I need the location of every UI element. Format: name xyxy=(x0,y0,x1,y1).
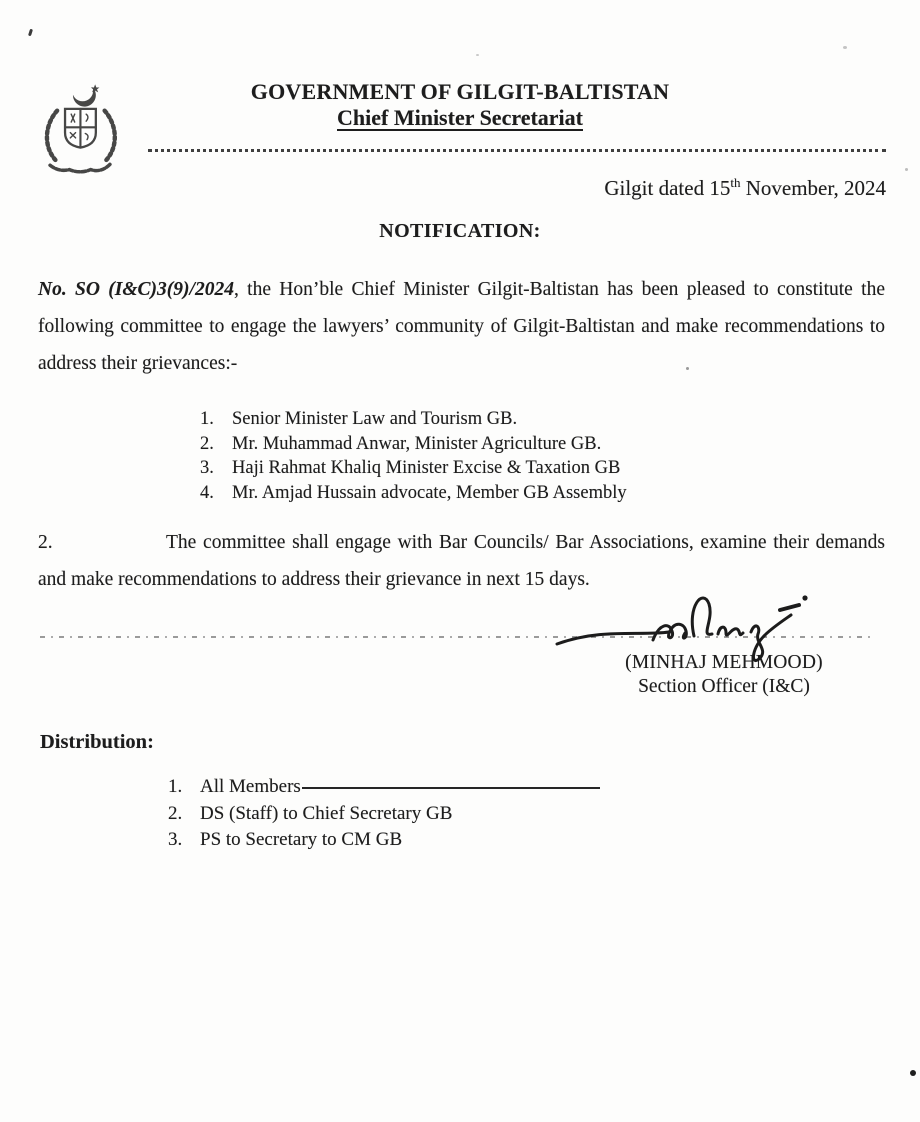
list-item-number: 3. xyxy=(168,829,183,850)
list-item-text: Haji Rahmat Khaliq Minister Excise & Taxation GB xyxy=(232,458,621,478)
government-title: GOVERNMENT OF GILGIT-BALTISTAN xyxy=(250,79,670,104)
list-item-number: 4. xyxy=(200,482,214,503)
scan-speck xyxy=(905,168,908,171)
notification-heading: NOTIFICATION: xyxy=(379,220,541,242)
paragraph-number: 2. xyxy=(38,532,53,553)
notification-reference-number: No. SO (I&C)3(9)/2024 xyxy=(38,279,234,300)
list-item-number: 2. xyxy=(200,433,214,454)
list-item-text: Mr. Amjad Hussain advocate, Member GB Assembly xyxy=(232,482,627,503)
opening-paragraph xyxy=(38,271,885,382)
signatory-title: Section Officer (I&C) xyxy=(638,676,810,697)
distribution-list xyxy=(168,774,600,854)
list-item xyxy=(200,456,627,481)
list-item xyxy=(168,774,600,801)
dotted-separator xyxy=(148,149,886,152)
scan-speck xyxy=(910,1070,916,1076)
list-item-number: 2. xyxy=(168,802,183,824)
list-item-text: Mr. Muhammad Anwar, Minister Agriculture GB. xyxy=(232,433,602,454)
list-item-text: Senior Minister Law and Tourism GB. xyxy=(232,409,518,429)
signatory-block xyxy=(588,652,860,700)
committee-member-list xyxy=(200,407,627,505)
signatory-name: (MINHAJ MEHMOOD) xyxy=(625,652,823,673)
list-item xyxy=(168,801,600,828)
fill-in-blank-line xyxy=(302,787,600,789)
scan-speck xyxy=(28,29,33,37)
list-item xyxy=(200,407,627,432)
list-item-number: 3. xyxy=(200,458,214,478)
list-item xyxy=(168,827,600,854)
date-line xyxy=(604,176,886,201)
list-item xyxy=(200,432,627,457)
opening-paragraph-text: , the Hon’ble Chief Minister Gilgit-Baltistan has been pleased to constitute the following committee to engage the lawyers’ community of Gilgit-Baltistan and make recommendations to address their grievances:- xyxy=(38,279,885,374)
date-suffix: November, 2024 xyxy=(740,176,886,200)
secretariat-subtitle: Chief Minister Secretariat xyxy=(337,105,583,130)
scan-speck xyxy=(843,46,847,49)
second-paragraph-text: The committee shall engage with Bar Councils/ Bar Associations, examine their demands and make recommendations to address their grievance in next 15 days. xyxy=(38,532,885,590)
date-ordinal: th xyxy=(730,175,741,190)
list-item-text: PS to Secretary to CM GB xyxy=(200,829,403,850)
list-item-text: DS (Staff) to Chief Secretary GB xyxy=(200,802,453,824)
date-prefix: Gilgit dated 15 xyxy=(604,176,731,200)
list-item xyxy=(200,481,627,506)
scan-speck xyxy=(476,54,479,56)
document-header xyxy=(0,80,920,131)
list-item-number: 1. xyxy=(168,776,183,797)
list-item-text: All Members xyxy=(200,776,301,797)
list-item-number: 1. xyxy=(200,409,214,429)
distribution-heading: Distribution: xyxy=(40,731,154,753)
